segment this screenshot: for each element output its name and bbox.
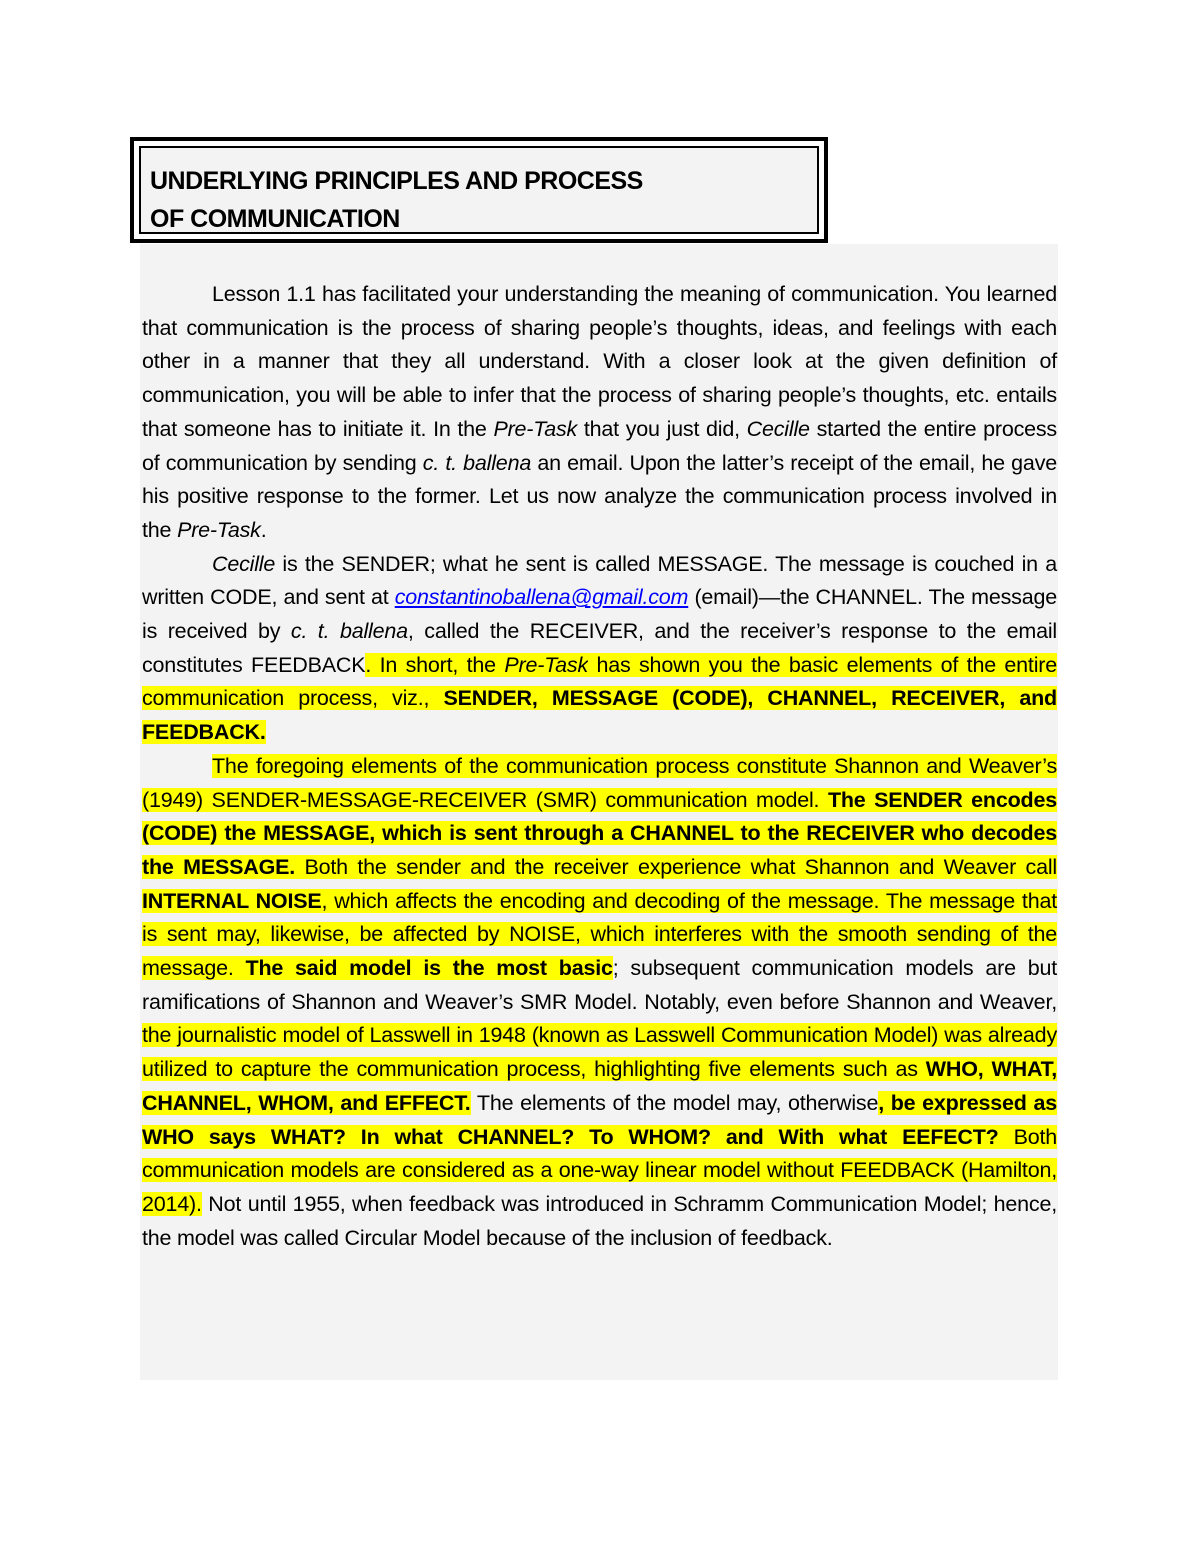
pre-task-term: Pre-Task	[493, 416, 578, 441]
paragraph-3	[142, 750, 1057, 1256]
cecille-name: Cecille	[212, 551, 276, 576]
body-text	[142, 278, 1057, 1255]
title-box	[130, 137, 828, 243]
p3-highlight-1: The foregoing elements of the communication process constitute Shannon and Weaver’s (1949) SENDER-MESSAGE-RECEIVER (SMR) communication model.	[142, 753, 1057, 812]
title-line-1: UNDERLYING PRINCIPLES AND PROCESS	[150, 167, 643, 195]
title-line-2: OF COMMUNICATION	[150, 205, 400, 233]
paragraph-1	[142, 278, 1057, 548]
pre-task-term-highlight: Pre-Task	[504, 652, 589, 677]
email-link[interactable]: constantinoballena@gmail.com	[394, 585, 689, 610]
p3-bold-1: The SENDER encodes (CODE) the MESSAGE, which is sent through a CHANNEL to the RECEIVER who decodes the MESSAGE.	[142, 787, 1057, 879]
p2-highlight-2: has shown you the basic elements of the entire communication process, viz.,	[142, 652, 1057, 711]
lasswell-questions-bold: , be expressed as WHO says WHAT? In what CHANNEL? To WHOM? and With what EEFECT?	[142, 1090, 1057, 1149]
p3-text-3: Not until 1955, when feedback was introduced in Schramm Communication Model; hence, the model was called Circular Model because of the inclusion of feedback.	[142, 1191, 1057, 1250]
p2-text-1: is the SENDER; what he sent is called MESSAGE. The message is couched in a written CODE, and sent at	[142, 551, 1057, 610]
p1-text-5: .	[260, 517, 267, 542]
p3-text-2: The elements of the model may, otherwise	[470, 1090, 879, 1115]
p3-text-1: ; subsequent communication models are but ramifications of Shannon and Weaver’s SMR Model. Notably, even before Shannon and Weaver,	[142, 956, 1058, 1014]
p3-highlight-5: Both communication models are considered as a one-way linear model without FEEDBACK (Hamilton, 2014).	[142, 1124, 1057, 1216]
internal-noise-bold: INTERNAL NOISE	[142, 888, 322, 913]
p3-highlight-4: the journalistic model of Lasswell in 1948 (known as Lasswell Communication Model) was already utilized to capture the communication process, highlighting five elements such as	[142, 1023, 1057, 1082]
pre-task-term: Pre-Task	[177, 517, 261, 542]
p1-text-2: that you just did,	[577, 416, 747, 441]
ballena-name: c. t. ballena	[422, 450, 532, 475]
title-inner-frame	[139, 146, 819, 234]
lasswell-elements-bold: WHO, WHAT, CHANNEL, WHOM, and EFFECT.	[142, 1057, 1057, 1115]
p2-highlight-1: . In short, the	[365, 652, 505, 677]
p2-text-3: , called the RECEIVER, and the receiver’s response to the email constitutes FEEDBACK	[142, 619, 1057, 677]
p3-bold-3: The said model is the most basic	[245, 956, 613, 981]
p1-text-3: started the entire process of communication by sending	[142, 416, 1057, 475]
elements-list-bold: SENDER, MESSAGE (CODE), CHANNEL, RECEIVER, and FEEDBACK.	[142, 686, 1057, 745]
p3-highlight-3: , which affects the encoding and decoding of the message. The message that is sent may, likewise, be affected by NOISE, which interferes with the smooth sending of the message.	[142, 888, 1057, 981]
paragraph-2	[142, 548, 1057, 750]
p3-highlight-2: Both the sender and the receiver experience what Shannon and Weaver call	[295, 854, 1057, 879]
p1-text-4: an email. Upon the latter’s receipt of the email, he gave his positive response to the former. Let us now analyze the communication process involved in the	[142, 450, 1058, 542]
p2-text-2: (email)—the CHANNEL. The message is received by	[142, 585, 1057, 644]
ballena-name: c. t. ballena	[290, 619, 408, 644]
p1-text-1: Lesson 1.1 has facilitated your understanding the meaning of communication. You learned that communication is the process of sharing people’s thoughts, ideas, and feelings with each other in a manner that they all understand. With a closer look at the given definition of communication, you will be able to infer that the process of sharing people’s thoughts, etc. entails that someone has to initiate it. In the	[142, 282, 1057, 441]
cecille-name: Cecille	[746, 416, 810, 441]
